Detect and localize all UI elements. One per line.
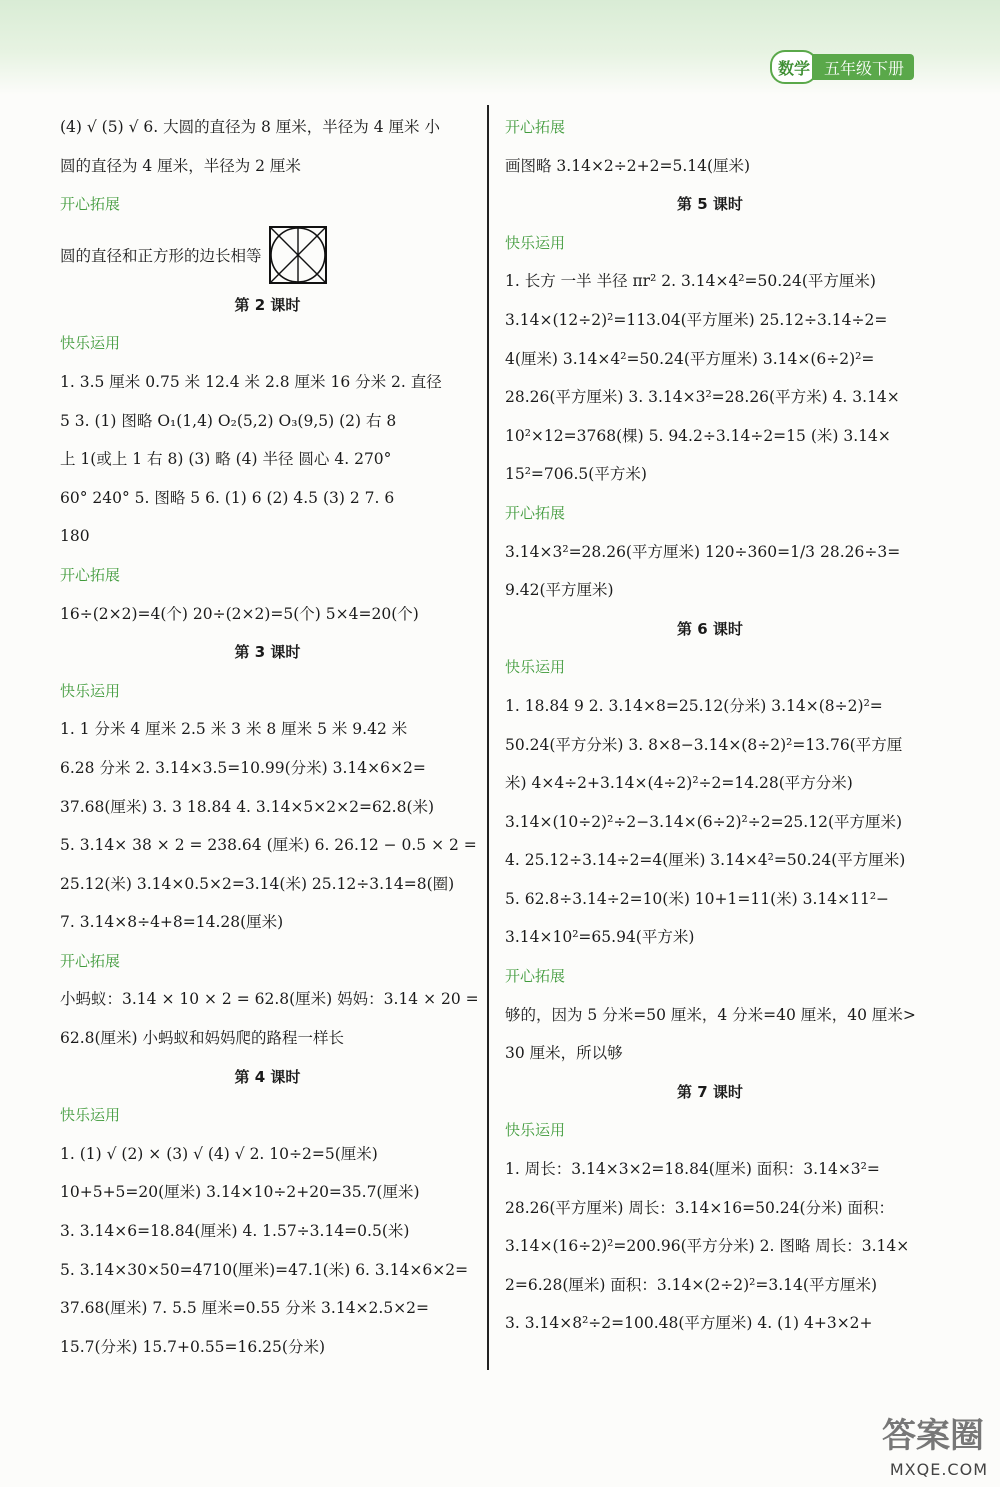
answer-line: 5. 3.14×30×50=4710(厘米)=47.1(米) 6. 3.14×6×2= — [60, 1260, 469, 1279]
answer-line: 3.14×(16÷2)²=200.96(平方分米) 2. 图略 周长：3.14× — [505, 1237, 910, 1256]
answer-line: 10²×12=3768(棵) 5. 94.2÷3.14÷2=15 (米) 3.14× — [505, 426, 891, 445]
answer-line: 3. 3.14×6=18.84(厘米) 4. 1.57÷3.14=0.5(米) — [60, 1222, 410, 1241]
section-heading: 开心拓展 — [60, 565, 121, 584]
answer-line: 1. 18.84 9 2. 3.14×8=25.12(分米) 3.14×(8÷2)²= — [505, 696, 883, 715]
book-badge — [770, 52, 914, 82]
diagram-caption: 圆的直径和正方形的边长相等 — [60, 246, 262, 265]
lesson-title: 第 3 课时 — [234, 643, 301, 662]
answer-line: 2=6.28(厘米) 面积：3.14×(2÷2)²=3.14(平方厘米) — [505, 1275, 877, 1294]
answer-line: 37.68(厘米) 3. 3 18.84 4. 3.14×5×2×2=62.8(米) — [60, 797, 435, 816]
answer-line: 30 厘米，所以够 — [505, 1044, 623, 1063]
left-column — [60, 108, 479, 1366]
answer-line: 15²=706.5(平方米) — [505, 465, 647, 484]
subject-label: 数学 — [770, 50, 818, 84]
watermark-logo — [870, 1400, 1000, 1487]
answer-line: 9.42(平方厘米) — [505, 581, 614, 600]
answer-line: 50.24(平方分米) 3. 8×8−3.14×(8÷2)²=13.76(平方厘 — [505, 735, 903, 754]
answer-line: 够的，因为 5 分米=50 厘米，4 分米=40 厘米，40 厘米> — [505, 1005, 916, 1024]
answer-line: 25.12(米) 3.14×0.5×2=3.14(米) 25.12÷3.14=8(圈) — [60, 874, 455, 893]
section-heading: 开心拓展 — [60, 195, 121, 214]
column-divider — [487, 105, 489, 1370]
answer-line: 28.26(平方厘米) 3. 3.14×3²=28.26(平方米) 4. 3.14× — [505, 388, 900, 407]
answer-line: (4) √ (5) √ 6. 大圆的直径为 8 厘米，半径为 4 厘米 小 — [60, 118, 440, 136]
section-heading: 快乐运用 — [505, 1121, 566, 1140]
right-column — [505, 108, 915, 1343]
section-heading: 开心拓展 — [505, 118, 566, 136]
answer-line: 60° 240° 5. 图略 5 6. (1) 6 (2) 4.5 (3) 2 7. 6 — [60, 488, 395, 507]
answer-line: 1. 周长：3.14×3×2=18.84(厘米) 面积：3.14×3²= — [505, 1160, 880, 1179]
answer-line: 16÷(2×2)=4(个) 20÷(2×2)=5(个) 5×4=20(个) — [60, 604, 419, 623]
answer-line: 圆的直径为 4 厘米，半径为 2 厘米 — [60, 156, 301, 175]
watermark-url: MXQE.COM — [889, 1460, 988, 1479]
answer-line: 3. 3.14×8²÷2=100.48(平方厘米) 4. (1) 4+3×2+ — [505, 1314, 873, 1333]
answer-line: 上 1(或上 1 右 8) (3) 略 (4) 半径 圆心 4. 270° — [60, 450, 392, 469]
answer-line: 1. 1 分米 4 厘米 2.5 米 3 米 8 厘米 5 米 9.42 米 — [60, 720, 408, 739]
answer-line: 画图略 3.14×2÷2+2=5.14(厘米) — [505, 156, 751, 175]
grade-label: 五年级下册 — [812, 54, 914, 80]
answer-line: 28.26(平方厘米) 周长：3.14×16=50.24(分米) 面积： — [505, 1198, 894, 1217]
answer-line: 15.7(分米) 15.7+0.55=16.25(分米) — [60, 1337, 325, 1356]
answer-line: 1. 3.5 厘米 0.75 米 12.4 米 2.8 厘米 16 分米 2. 直径 — [60, 372, 442, 391]
answer-line: 小蚂蚁：3.14 × 10 × 2 = 62.8(厘米) 妈妈：3.14 × 20 = — [60, 990, 479, 1009]
lesson-title: 第 5 课时 — [677, 195, 743, 214]
section-heading: 开心拓展 — [505, 503, 566, 522]
answer-line: 10+5+5=20(厘米) 3.14×10÷2+20=35.7(厘米) — [60, 1183, 420, 1202]
answer-line: 4(厘米) 3.14×4²=50.24(平方厘米) 3.14×(6÷2)²= — [505, 349, 875, 368]
lesson-title: 第 7 课时 — [677, 1082, 743, 1101]
answer-line: 180 — [60, 527, 90, 546]
answer-line: 3.14×3²=28.26(平方厘米) 120÷360=1/3 28.26÷3= — [505, 542, 901, 561]
section-heading: 开心拓展 — [60, 951, 121, 970]
answer-line: 37.68(厘米) 7. 5.5 厘米=0.55 分米 3.14×2.5×2= — [60, 1299, 430, 1318]
answer-line: 5. 3.14× 38 × 2 = 238.64 (厘米) 6. 26.12 − 0.5 × 2 = — [60, 836, 477, 855]
answer-line: 3.14×10²=65.94(平方米) — [505, 928, 695, 947]
lesson-title: 第 6 课时 — [677, 619, 743, 638]
answer-line: 3.14×(12÷2)²=113.04(平方厘米) 25.12÷3.14÷2= — [505, 310, 888, 329]
section-heading: 快乐运用 — [60, 681, 121, 700]
section-heading: 快乐运用 — [60, 1106, 121, 1125]
answer-line: 5 3. (1) 图略 O₁(1,4) O₂(5,2) O₃(9,5) (2) 右 8 — [60, 411, 397, 430]
section-heading: 快乐运用 — [505, 233, 566, 252]
answer-line: 5. 62.8÷3.14÷2=10(米) 10+1=11(米) 3.14×11²− — [505, 889, 890, 908]
watermark-cn: 答案圈 — [882, 1416, 984, 1456]
square-circle-diagram — [268, 225, 328, 285]
answer-line: 4. 25.12÷3.14÷2=4(厘米) 3.14×4²=50.24(平方厘米) — [505, 851, 906, 870]
diagram-row — [60, 224, 475, 286]
answer-line: 1. 长方 一半 半径 πr² 2. 3.14×4²=50.24(平方厘米) — [505, 272, 876, 291]
answer-line: 62.8(厘米) 小蚂蚁和妈妈爬的路程一样长 — [60, 1029, 345, 1048]
answer-line: 米) 4×4÷2+3.14×(4÷2)²÷2=14.28(平方分米) — [505, 774, 853, 793]
answer-line: 7. 3.14×8÷4+8=14.28(厘米) — [60, 913, 284, 932]
answer-line: 1. (1) √ (2) × (3) √ (4) √ 2. 10÷2=5(厘米) — [60, 1144, 378, 1163]
answer-line: 3.14×(10÷2)²÷2−3.14×(6÷2)²÷2=25.12(平方厘米) — [505, 812, 903, 831]
section-heading: 快乐运用 — [60, 334, 121, 353]
answer-line: 6.28 分米 2. 3.14×3.5=10.99(分米) 3.14×6×2= — [60, 758, 426, 777]
lesson-title: 第 2 课时 — [234, 295, 301, 314]
section-heading: 开心拓展 — [505, 967, 566, 986]
section-heading: 快乐运用 — [505, 658, 566, 677]
lesson-title: 第 4 课时 — [234, 1067, 301, 1086]
